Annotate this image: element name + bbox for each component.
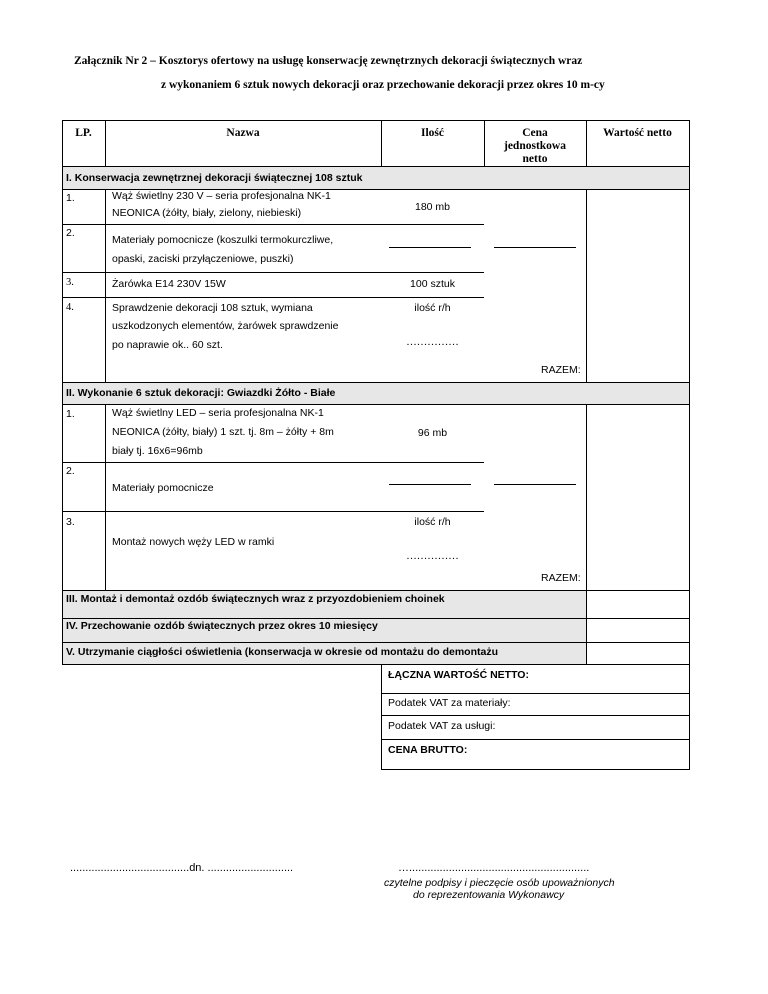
section-4-title: IV. Przechowanie ozdób świątecznych przez okres 10 miesięcy bbox=[66, 620, 378, 632]
s2-row2-qty-blank bbox=[389, 484, 471, 485]
summary-gross: CENA BRUTTO: bbox=[388, 744, 468, 756]
header-cena bbox=[484, 127, 586, 166]
header-cena-line-2: jednostkowa bbox=[504, 140, 566, 152]
s1-row4-name-3: po naprawie ok.. 60 szt. bbox=[112, 339, 223, 351]
section-3-title: III. Montaż i demontaż ozdób świątecznych wraz z przyozdobieniem choinek bbox=[66, 593, 445, 605]
s1-row2-name-1: Materiały pomocnicze (koszulki termokurczliwe, bbox=[112, 234, 334, 246]
s2-row1-qty: 96 mb bbox=[417, 427, 448, 439]
signature-caption-1: czytelne podpisy i pieczęcie osób upoważnionych bbox=[384, 877, 615, 889]
section-5-title: V. Utrzymanie ciągłości oświetlenia (konserwacja w okresie od montażu do demontażu bbox=[66, 646, 498, 658]
s2-total-label: RAZEM: bbox=[541, 572, 581, 584]
s1-row4-name-2: uszkodzonych elementów, żarówek sprawdzenie bbox=[112, 320, 339, 332]
s2-row3-name-1: Montaż nowych węży LED w ramki bbox=[112, 536, 275, 548]
s2-row2-name-1: Materiały pomocnicze bbox=[112, 482, 214, 494]
header-nazwa: Nazwa bbox=[226, 127, 260, 139]
s2-row3-qty-label: ilość r/h bbox=[414, 516, 451, 528]
s2-row1-name-2: NEONICA (żółty, biały) 1 szt. tj. 8m – żółty + 8m bbox=[112, 426, 334, 438]
signature-line: …........................................................... bbox=[398, 862, 590, 874]
s1-row3-name-1: Żarówka E14 230V 15W bbox=[112, 278, 226, 290]
s2-row1-name-3: biały tj. 16x6=96mb bbox=[112, 445, 203, 457]
s2-row2-price-blank bbox=[494, 484, 576, 485]
document-title-line-1: Załącznik Nr 2 – Kosztorys ofertowy na usługę konserwację zewnętrznych dekoracji świątecznych wraz bbox=[74, 55, 583, 67]
summary-vat-services: Podatek VAT za usługi: bbox=[388, 720, 496, 732]
s1-row1-lp: 1. bbox=[66, 192, 75, 204]
s1-total-label: RAZEM: bbox=[541, 364, 581, 376]
summary-total-net: ŁĄCZNA WARTOŚĆ NETTO: bbox=[388, 669, 529, 681]
s2-row2-lp: 2. bbox=[66, 465, 75, 477]
s1-row2-lp: 2. bbox=[66, 227, 75, 239]
s1-row4-lp: 4. bbox=[66, 302, 74, 313]
section-1-title: I. Konserwacja zewnętrznej dekoracji świątecznej 108 sztuk bbox=[66, 172, 363, 184]
s2-row1-lp: 1. bbox=[66, 408, 75, 420]
summary-vat-materials: Podatek VAT za materiały: bbox=[388, 697, 511, 709]
header-lp: LP. bbox=[75, 127, 92, 139]
s1-row2-qty-blank bbox=[389, 247, 471, 248]
s1-row4-name-1: Sprawdzenie dekoracji 108 sztuk, wymiana bbox=[112, 302, 313, 314]
s1-row1-qty: 180 mb bbox=[414, 201, 451, 213]
s1-row4-qty-label: ilość r/h bbox=[414, 302, 451, 314]
place-date-line: .......................................dn. ............................ bbox=[70, 862, 294, 874]
s2-row3-lp: 3. bbox=[66, 516, 75, 528]
signature-caption-2: do reprezentowania Wykonawcy bbox=[413, 889, 565, 901]
s1-row3-lp: 3. bbox=[66, 277, 74, 288]
s1-row3-qty: 100 sztuk bbox=[410, 278, 455, 290]
header-ilosc: Ilość bbox=[421, 127, 444, 139]
header-cena-line-1: Cena bbox=[522, 127, 548, 139]
s2-row1-name-1: Wąż świetlny LED – seria profesjonalna NK-1 bbox=[112, 407, 324, 419]
s1-row1-name-2: NEONICA (żółty, biały, zielony, niebieski) bbox=[112, 207, 302, 219]
s1-row2-price-blank bbox=[494, 247, 576, 248]
header-cena-line-3: netto bbox=[522, 153, 548, 165]
s2-row3-qty-dots: …………… bbox=[406, 551, 459, 562]
section-2-title: II. Wykonanie 6 sztuk dekoracji: Gwiazdki Żółto - Białe bbox=[66, 387, 336, 399]
s1-row4-qty-dots: …………… bbox=[406, 337, 459, 348]
s1-row2-name-2: opaski, zaciski przyłączeniowe, puszki) bbox=[112, 253, 294, 265]
header-wartosc: Wartość netto bbox=[603, 127, 672, 139]
s1-row1-name-1: Wąż świetlny 230 V – seria profesjonalna NK-1 bbox=[112, 190, 331, 202]
document-title-line-2: z wykonaniem 6 sztuk nowych dekoracji oraz przechowanie dekoracji przez okres 10 m-cy bbox=[161, 79, 605, 91]
